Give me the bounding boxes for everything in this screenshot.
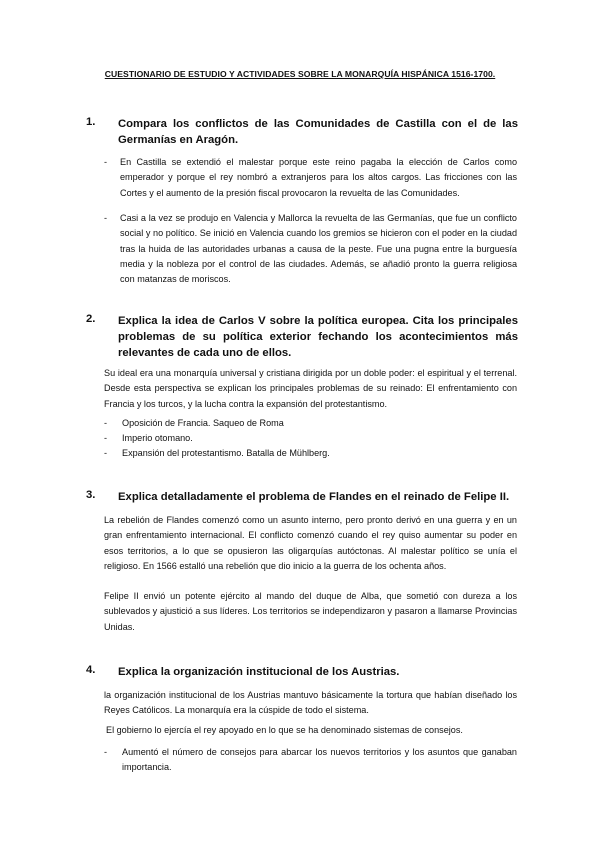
bullet-dash: -: [104, 433, 108, 443]
question-1-bullet-1: En Castilla se extendió el malestar porque este reino pagaba la elección de Carlos como emperador y porque el rey nombró a extranjeros para los altos cargos. Las fricciones con las Cortes y el aumento de la presión fiscal provocaron la revuelta de las Comunidades.: [120, 157, 517, 198]
document-title: CUESTIONARIO DE ESTUDIO Y ACTIVIDADES SOBRE LA MONARQUÍA HISPÁNICA 1516-1700.: [104, 69, 496, 79]
question-4-paragraph-2: El gobierno lo ejercía el rey apoyado en lo que se ha denominado sistemas de consejos.: [106, 725, 463, 735]
bullet-dash: -: [104, 157, 108, 167]
question-2-paragraph: Su ideal era una monarquía universal y cristiana dirigida por un doble poder: el espiritual y el terrenal. Desde esta perspectiva se explican los principales problemas de su reinado: El enfrentamiento con Francia y los turcos, y la lucha contra la expansión del protestantismo.: [104, 368, 517, 409]
question-2-text: Explica la idea de Carlos V sobre la política europea. Cita los principales problemas de su política exterior fechando los acontecimientos más relevantes de cada uno de ellos.: [118, 315, 518, 359]
question-3-paragraph-1: La rebelión de Flandes comenzó como un asunto interno, pero pronto derivó en una guerra y en un gran enfrentamiento internacional. El conflicto comenzó cuando el rey quiso aumentar su poder en esos territorios, a lo que se opusieron las oligarquías autóctonas. Al malestar político se unía el religioso. En 1566 estalló una rebelión que dio inicio a la guerra de los ochenta años.: [104, 515, 517, 571]
bullet-dash: -: [104, 418, 108, 428]
bullet-dash: -: [104, 448, 108, 458]
question-1-text: Compara los conflictos de las Comunidades de Castilla con el de las Germanías en Aragón.: [118, 118, 518, 146]
question-3-text: Explica detalladamente el problema de Flandes en el reinado de Felipe II.: [118, 491, 510, 503]
question-3: [86, 489, 518, 505]
question-2-bullet-2: Imperio otomano.: [122, 433, 193, 443]
question-2-bullet-3: Expansión del protestantismo. Batalla de Mühlberg.: [122, 448, 330, 458]
question-4-text: Explica la organización institucional de los Austrias.: [118, 666, 400, 678]
question-4-number: 4.: [86, 664, 96, 676]
question-2-bullet-1: Oposición de Francia. Saqueo de Roma: [122, 418, 284, 428]
question-1-bullet-2: Casi a la vez se produjo en Valencia y Mallorca la revuelta de las Germanías, que fue un conflicto social y no político. Se inició en Valencia cuando los gremios se hicieron con el poder en la ciudad tras la huida de las autoridades urbanas a causa de la peste. Fue una pugna entre la burguesía media y la nobleza por el control de las ciudades. Además, se añadió pronto la guerra religiosa con matanzas de moriscos.: [120, 213, 517, 285]
question-1: [86, 116, 518, 148]
question-2: [86, 313, 518, 361]
bullet-dash: -: [104, 213, 108, 223]
question-4-paragraph-1: la organización institucional de los Austrias mantuvo básicamente la tortura que habían diseñado los Reyes Católicos. La monarquía era la cúspide de todo el sistema.: [104, 690, 517, 716]
question-3-paragraph-2: Felipe II envió un potente ejército al mando del duque de Alba, que sometió con dureza a los sublevados y ajustició a sus líderes. Los territorios se independizaron y pasaron a llamarse Provincias Unidas.: [104, 591, 517, 632]
question-3-number: 3.: [86, 489, 96, 501]
bullet-dash: -: [104, 747, 108, 757]
question-2-number: 2.: [86, 313, 96, 325]
question-1-number: 1.: [86, 116, 96, 128]
question-4: [86, 664, 518, 680]
question-4-bullet-1: Aumentó el número de consejos para abarcar los nuevos territorios y los asuntos que ganaban importancia.: [122, 747, 517, 773]
